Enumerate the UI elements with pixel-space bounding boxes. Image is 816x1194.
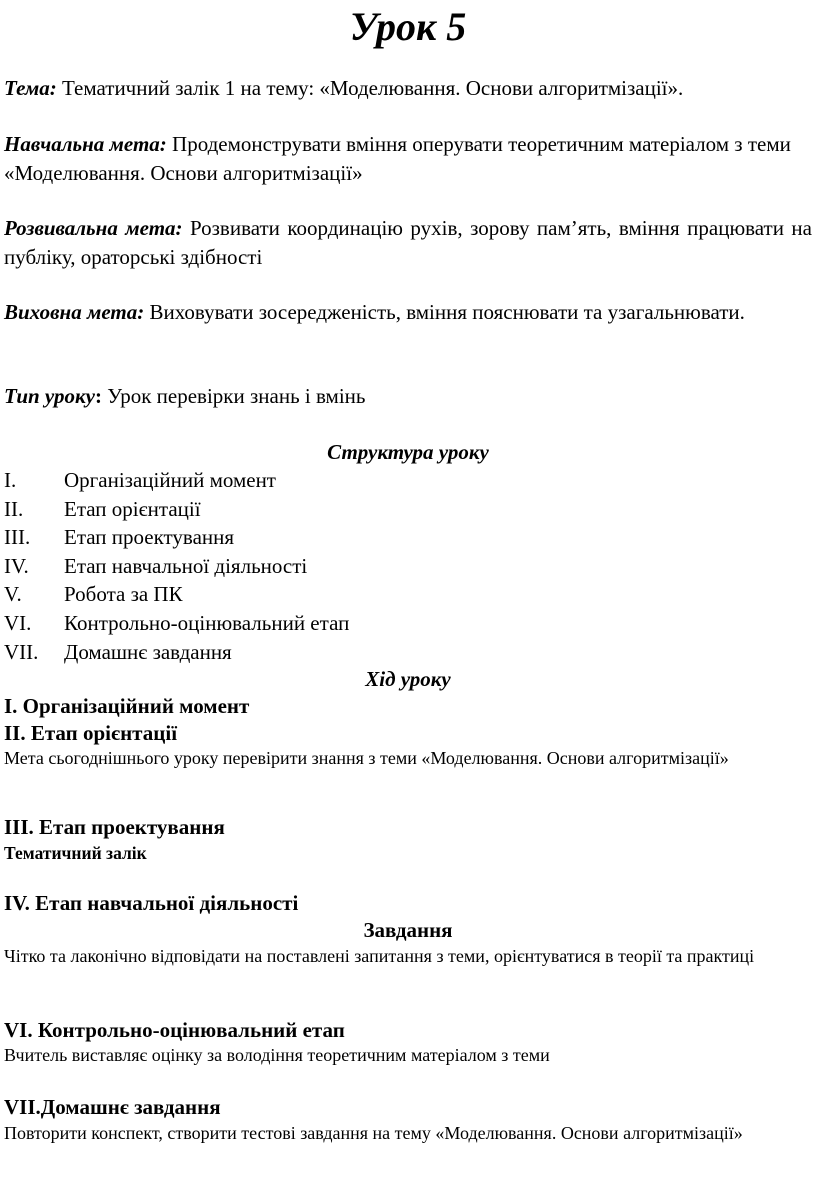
section-4-text: Чітко та лаконічно відповідати на поставлені запитання з теми, орієнтуватися в теорії та практиці — [4, 946, 755, 966]
developmental-goal-label: Розвивальна мета: — [4, 216, 183, 240]
topic-paragraph — [4, 74, 812, 103]
upbringing-goal-label: Виховна мета: — [4, 300, 145, 324]
list-item-number: I. — [4, 468, 17, 492]
section-2-title: II. Етап орієнтації — [4, 721, 178, 745]
section-3-subtitle: Тематичний залік — [4, 843, 147, 863]
topic-label: Тема: — [4, 76, 57, 100]
section-1-title: I. Організаційний момент — [4, 694, 250, 718]
section-6-text: Вчитель виставляє оцінку за володіння теоретичним матеріалом з теми — [4, 1045, 550, 1065]
list-item-number: II. — [4, 496, 24, 521]
educational-goal-text: Продемонструвати вміння оперувати теоретичним матеріалом з теми «Моделювання. Основи алгоритмізації» — [4, 132, 791, 185]
course-heading: Хід уроку — [365, 667, 451, 691]
lesson-title: Урок 5 — [349, 4, 467, 49]
section-7-title: VII.Домашнє завдання — [4, 1095, 221, 1119]
developmental-goal-paragraph — [4, 214, 812, 272]
list-item-text: Етап орієнтації — [64, 496, 201, 521]
topic-text: Тематичний залік 1 на тему: «Моделювання. Основи алгоритмізації». — [56, 76, 684, 100]
list-item-number: III. — [4, 525, 31, 550]
section-2-text: Мета сьогоднішнього уроку перевірити знання з теми «Моделювання. Основи алгоритмізації» — [4, 748, 729, 768]
lesson-type-label: Тип уроку — [4, 384, 95, 408]
list-item-text: Етап навчальної діяльності — [64, 553, 308, 578]
lesson-type-colon: : — [94, 384, 102, 408]
list-item-text: Домашнє завдання — [64, 639, 232, 664]
list-item-text: Організаційний момент — [64, 468, 276, 492]
section-3-title: III. Етап проектування — [4, 815, 225, 839]
list-item-number: VI. — [4, 610, 32, 635]
section-7-text: Повторити конспект, створити тестові завдання на тему «Моделювання. Основи алгоритмізації» — [4, 1123, 743, 1143]
developmental-goal-text: Розвивати координацію рухів, зорову пам’ять, вміння працювати на публіку, ораторські здібності — [4, 216, 812, 269]
list-item-text: Контрольно-оцінювальний етап — [64, 610, 350, 635]
educational-goal-label: Навчальна мета: — [4, 132, 167, 156]
list-item-number: VII. — [4, 639, 39, 664]
upbringing-goal-paragraph — [4, 298, 812, 327]
list-item-number: IV. — [4, 553, 29, 578]
educational-goal-paragraph — [4, 130, 812, 188]
upbringing-goal-text: Виховувати зосередженість, вміння пояснювати та узагальнювати. — [144, 300, 745, 324]
list-item-text: Етап проектування — [64, 525, 235, 550]
lesson-type-text: Урок перевірки знань і вмінь — [101, 384, 366, 408]
section-4-title: IV. Етап навчальної діяльності — [4, 891, 299, 915]
task-heading: Завдання — [363, 918, 453, 942]
list-item-number: V. — [4, 582, 22, 607]
structure-heading: Структура уроку — [327, 440, 489, 464]
section-6-title: VI. Контрольно-оцінювальний етап — [4, 1018, 345, 1042]
lesson-type-paragraph — [4, 382, 812, 411]
list-item-text: Робота за ПК — [64, 582, 183, 607]
